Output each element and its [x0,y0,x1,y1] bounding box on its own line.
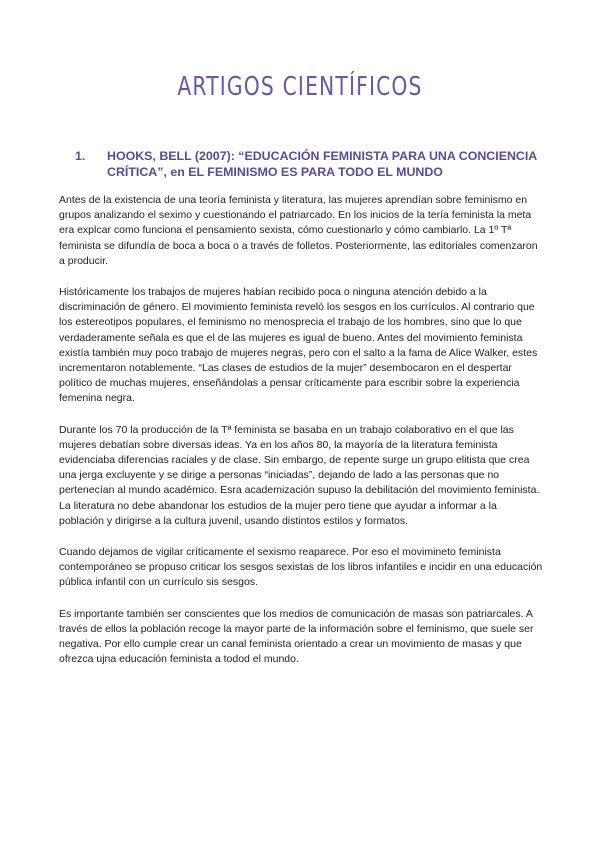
paragraph: Históricamente los trabajos de mujeres habían recibido poca o ninguna atención debido a la discriminación de género. El movimiento feminista reveló los sesgos en los currículos. Al contrario que los estereotipos populares, el feminismo no menosprecia el trabajo de los hombres, sino que lo que verdaderamente señala es que el de las mujeres es igual de bueno. Antes del movimiento feminista existía también muy poco trabajo de mujeres negras, pero con el salto a la fama de Alice Walker, estes incrementaron notablemente. “Las clases de estudios de la mujer” desembocaron en el despertar político de muchas mujeres, enseñándolas a pensar críticamente para escribir sobre la experiencia femenina negra. [59,286,538,405]
paragraph: Cuando dejamos de vigilar críticamente el sexismo reaparece. Por eso el movimineto feminista contemporáneo se propuso criticar los sesgos sexistas de los libros infantiles e incidir en una educación pública infantil con un currículo sis sesgos. [59,546,543,589]
paragraph: Durante los 70 la producción de la Tª feminista se basaba en un trabajo colaborativo en el que las mujeres debatían sobre diversas ideas. Ya en los años 80, la mayoría de la literatura feminista evidenciaba diferencias raciales y de clase. Sin embargo, de repente surge un grupo elitista que crea una jerga excluyente y se dirige a personas “iniciadas”, dejando de lado a las personas que no pertenecían al mundo académico. Esra academización supuso la debilitación del movimiento feminista. La literatura no debe abandonar los estudios de la mujer pero tiene que ayudar a informar a la población y dirigirse a la cultura juvenil, usando distintos estilos y formatos. [59,423,540,527]
section-number: 1. [75,149,86,163]
page-title: ARTIGOS CIENTÍFICOS [177,72,423,102]
paragraph: Antes de la existencia de una teoría feminista y literatura, las mujeres aprendían sobre feminismo en grupos analizando el seximo y cuestionando el patriarcado. En los inicios de la tería feminista la meta era explcar como funciona el pensamiento sexista, cómo cuestionarlo y cómo cambiarlo. La 1º Tª feminista se difundía de boca a boca o a través de folletos. Posteriormente, las editoriales comenzaron a producir. [59,194,538,267]
paragraph: Es importante también ser conscientes que los medios de comunicación de masas son patriarcales. A través de ellos la población recoge la mayor parte de la información sobre el feminismo, que suele ser negativa. Por ello cumple crear un canal feminista orientado a crear un movimiento de masas y que ofrezca ujna educación feminista a todod el mundo. [59,607,534,666]
document-body [59,193,543,683]
section-heading [75,148,545,180]
section-heading-text: HOOKS, BELL (2007): “EDUCACIÓN FEMINISTA PARA UNA CONCIENCIA CRÍTICA”, en EL FEMINISMO ES PARA TODO EL MUNDO [107,149,537,179]
